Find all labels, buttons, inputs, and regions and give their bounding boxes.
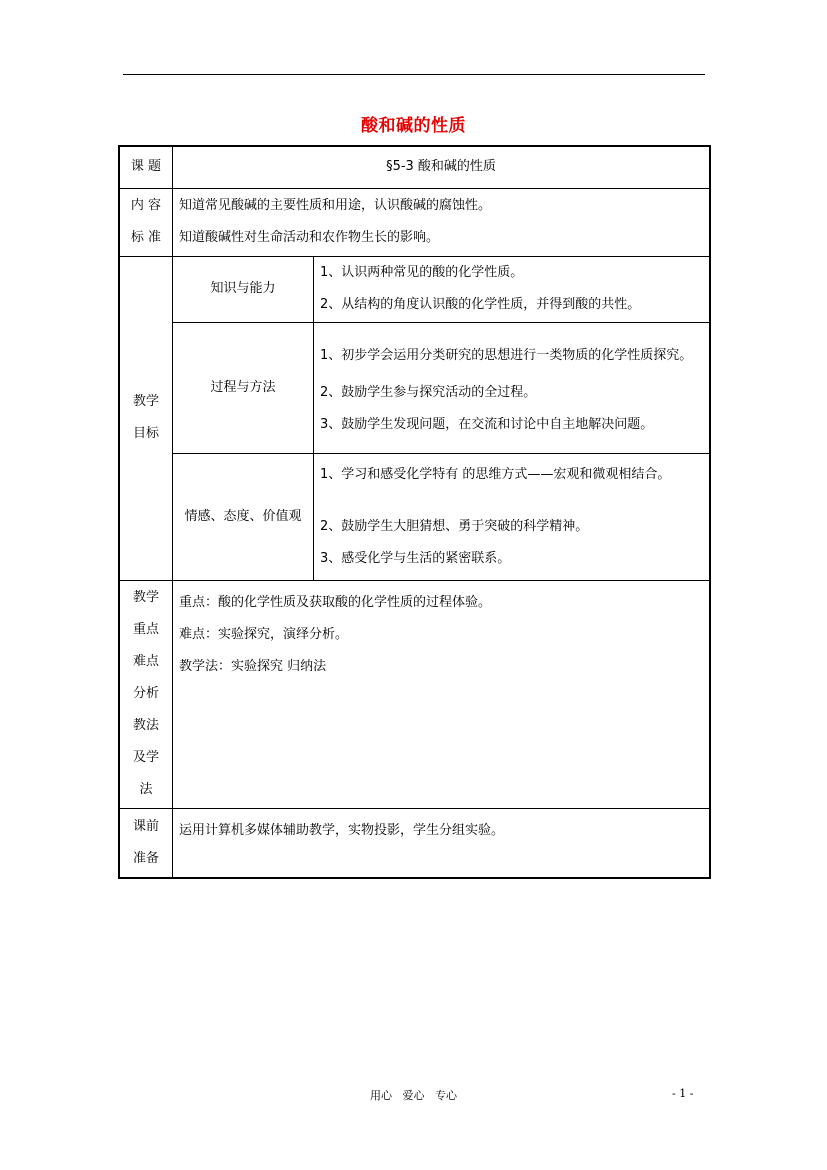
knowledge-content <box>314 256 711 322</box>
standard-label <box>119 188 173 256</box>
key-points-label-line: 重点 <box>132 622 159 637</box>
footer-motto: 用心 爱心 专心 <box>370 1089 457 1102</box>
row-goal-knowledge <box>119 256 710 322</box>
process-content <box>314 322 711 453</box>
topic-label: 课 题 <box>119 146 173 188</box>
process-line: 2、鼓励学生参与探究活动的全过程。 <box>320 384 537 400</box>
standard-label-line: 标 准 <box>130 230 162 245</box>
standard-label-line: 内 容 <box>130 198 162 213</box>
key-points-label <box>119 580 173 808</box>
key-points-label-line: 分析 <box>132 686 159 701</box>
key-points-label-line: 难点 <box>132 654 159 669</box>
prep-content <box>173 808 711 878</box>
document-title: 酸和碱的性质 <box>361 116 466 136</box>
key-points-line: 难点：实验探究，演绎分析。 <box>179 626 349 642</box>
key-points-content <box>173 580 711 808</box>
prep-label-line: 准备 <box>132 850 159 866</box>
lesson-plan-table <box>118 145 711 879</box>
row-topic <box>119 146 710 188</box>
row-goal-process <box>119 322 710 453</box>
knowledge-line: 1、认识两种常见的酸的化学性质。 <box>320 265 524 280</box>
key-points-line: 教学法：实验探究 归纳法 <box>179 658 327 674</box>
emotion-content <box>314 453 711 580</box>
row-goal-emotion <box>119 453 710 580</box>
knowledge-line: 2、从结构的角度认识酸的化学性质，并得到酸的共性。 <box>320 297 641 312</box>
process-line: 1、初步学会运用分类研究的思想进行一类物质的化学性质探究。 <box>320 347 693 363</box>
row-standard <box>119 188 710 256</box>
prep-label <box>119 808 173 878</box>
row-key-points <box>119 580 710 808</box>
key-points-line: 重点：酸的化学性质及获取酸的化学性质的过程体验。 <box>179 594 492 610</box>
process-label: 过程与方法 <box>173 322 314 453</box>
key-points-label-line: 及学 <box>132 750 159 765</box>
goals-label-line: 目标 <box>132 426 159 441</box>
emotion-line: 3、感受化学与生活的紧密联系。 <box>320 550 511 566</box>
emotion-line: 1、学习和感受化学特有 的思维方式——宏观和微观相结合。 <box>320 466 671 482</box>
standard-line: 知道常见酸碱的主要性质和用途，认识酸碱的腐蚀性。 <box>179 198 492 213</box>
prep-label-line: 课前 <box>132 818 159 834</box>
process-line: 3、鼓励学生发现问题，在交流和讨论中自主地解决问题。 <box>320 416 654 432</box>
key-points-label-line: 教学 <box>132 590 159 605</box>
page-number: - 1 - <box>672 1087 694 1100</box>
goals-label <box>119 256 173 580</box>
topic-value: §5-3 酸和碱的性质 <box>173 146 711 188</box>
goals-label-line: 教学 <box>132 394 159 409</box>
row-prep <box>119 808 710 878</box>
prep-line: 运用计算机多媒体辅助教学，实物投影，学生分组实验。 <box>179 822 505 838</box>
standard-content <box>173 188 711 256</box>
key-points-label-line: 教法 <box>132 718 159 733</box>
emotion-label: 情感、态度、价值观 <box>173 453 314 580</box>
knowledge-label: 知识与能力 <box>173 256 314 322</box>
emotion-line: 2、鼓励学生大胆猜想、勇于突破的科学精神。 <box>320 518 589 534</box>
header-rule <box>123 74 705 75</box>
key-points-label-line: 法 <box>139 782 153 797</box>
standard-line: 知道酸碱性对生命活动和农作物生长的影响。 <box>179 230 440 245</box>
